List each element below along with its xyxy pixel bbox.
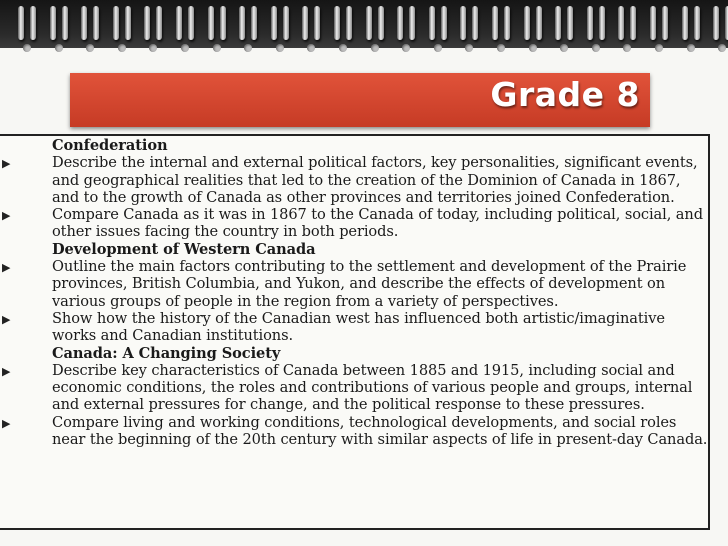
binding-hole bbox=[497, 44, 505, 52]
binding-ring bbox=[366, 6, 372, 40]
binding-hole bbox=[55, 44, 63, 52]
binding-ring bbox=[460, 6, 466, 40]
binding-ring bbox=[208, 6, 214, 40]
title-banner bbox=[70, 73, 650, 127]
binding-hole bbox=[529, 44, 537, 52]
binding-ring bbox=[302, 6, 308, 40]
binding-hole bbox=[592, 44, 600, 52]
binding-hole bbox=[86, 44, 94, 52]
bullet-text: Compare living and working conditions, technological developments, and social roles near the beginning of the 20th century with similar aspects of life in present-day Canada. bbox=[52, 413, 708, 449]
binding-ring bbox=[334, 6, 340, 40]
binding-ring bbox=[271, 6, 277, 40]
binding-ring bbox=[555, 6, 561, 40]
section-heading-changing-society: Canada: A Changing Society bbox=[52, 344, 281, 362]
binding-ring bbox=[567, 6, 573, 40]
list-item bbox=[2, 309, 712, 345]
binding-ring bbox=[239, 6, 245, 40]
binding-ring bbox=[18, 6, 24, 40]
binding-ring bbox=[713, 6, 719, 40]
binding-ring bbox=[618, 6, 624, 40]
binding-ring bbox=[251, 6, 257, 40]
spiral-binding bbox=[0, 0, 728, 48]
bullet-triangle-icon: ▶ bbox=[2, 312, 11, 326]
bullet-text: Show how the history of the Canadian west has influenced both artistic/imaginative works and Canadian institutions. bbox=[52, 309, 665, 345]
bullet-triangle-icon: ▶ bbox=[2, 416, 11, 430]
bullet-triangle-icon: ▶ bbox=[2, 364, 11, 378]
binding-ring bbox=[630, 6, 636, 40]
binding-ring bbox=[694, 6, 700, 40]
binding-ring bbox=[188, 6, 194, 40]
binding-ring bbox=[536, 6, 542, 40]
binding-ring bbox=[81, 6, 87, 40]
binding-ring bbox=[429, 6, 435, 40]
bullet-text: Describe key characteristics of Canada between 1885 and 1915, including social and economic conditions, the roles and contributions of various people and groups, internal and external pressures for change, and the political response to these pressures. bbox=[52, 361, 693, 414]
bullet-text: Compare Canada as it was in 1867 to the Canada of today, including political, social, and other issues facing the country in both periods. bbox=[52, 206, 703, 241]
binding-hole bbox=[181, 44, 189, 52]
binding-ring bbox=[397, 6, 403, 40]
binding-hole bbox=[118, 44, 126, 52]
binding-hole bbox=[276, 44, 284, 52]
binding-ring bbox=[662, 6, 668, 40]
section-heading-western-canada: Development of Western Canada bbox=[52, 240, 316, 258]
list-item bbox=[2, 258, 712, 310]
binding-ring bbox=[346, 6, 352, 40]
bullet-text: Outline the main factors contributing to the settlement and development of the Prairie provinces, British Columbia, and Yukon, and describe the effects of development on various groups of people in the region from a variety of perspectives. bbox=[52, 258, 687, 310]
binding-hole bbox=[434, 44, 442, 52]
binding-hole bbox=[560, 44, 568, 52]
binding-ring bbox=[62, 6, 68, 40]
binding-hole bbox=[371, 44, 379, 52]
binding-hole bbox=[655, 44, 663, 52]
binding-hole bbox=[307, 44, 315, 52]
binding-ring bbox=[650, 6, 656, 40]
list-item bbox=[2, 206, 712, 241]
binding-ring bbox=[524, 6, 530, 40]
list-item bbox=[2, 413, 712, 449]
section-heading-confederation: Confederation bbox=[52, 137, 168, 154]
binding-ring bbox=[283, 6, 289, 40]
binding-ring bbox=[144, 6, 150, 40]
list-item bbox=[2, 361, 712, 414]
binding-ring bbox=[587, 6, 593, 40]
binding-ring bbox=[176, 6, 182, 40]
binding-ring bbox=[409, 6, 415, 40]
binding-ring bbox=[599, 6, 605, 40]
binding-ring bbox=[441, 6, 447, 40]
binding-ring bbox=[220, 6, 226, 40]
binding-hole bbox=[23, 44, 31, 52]
bullet-triangle-icon: ▶ bbox=[2, 261, 11, 275]
binding-ring bbox=[156, 6, 162, 40]
bullet-triangle-icon: ▶ bbox=[2, 157, 11, 171]
bullet-text: Describe the internal and external political factors, key personalities, significant events, and geographical realities that led to the creation of the Dominion of Canada in 1867, and to the growth of Canada as other provinces and territories joined Confederation. bbox=[52, 154, 698, 206]
list-item bbox=[2, 154, 712, 206]
binding-hole bbox=[402, 44, 410, 52]
binding-ring bbox=[93, 6, 99, 40]
item-list bbox=[2, 137, 712, 449]
binding-hole bbox=[149, 44, 157, 52]
binding-hole bbox=[339, 44, 347, 52]
binding-hole bbox=[623, 44, 631, 52]
binding-ring bbox=[682, 6, 688, 40]
binding-hole bbox=[687, 44, 695, 52]
binding-ring bbox=[50, 6, 56, 40]
binding-hole bbox=[244, 44, 252, 52]
binding-hole bbox=[465, 44, 473, 52]
binding-hole bbox=[213, 44, 221, 52]
binding-ring bbox=[125, 6, 131, 40]
binding-ring bbox=[113, 6, 119, 40]
binding-holes bbox=[0, 44, 728, 54]
binding-ring bbox=[378, 6, 384, 40]
bullet-triangle-icon: ▶ bbox=[2, 209, 11, 223]
slide-title: Grade 8 bbox=[490, 75, 640, 114]
binding-ring bbox=[492, 6, 498, 40]
binding-ring bbox=[314, 6, 320, 40]
binding-hole bbox=[718, 44, 726, 52]
binding-ring bbox=[504, 6, 510, 40]
binding-ring bbox=[30, 6, 36, 40]
binding-ring bbox=[472, 6, 478, 40]
